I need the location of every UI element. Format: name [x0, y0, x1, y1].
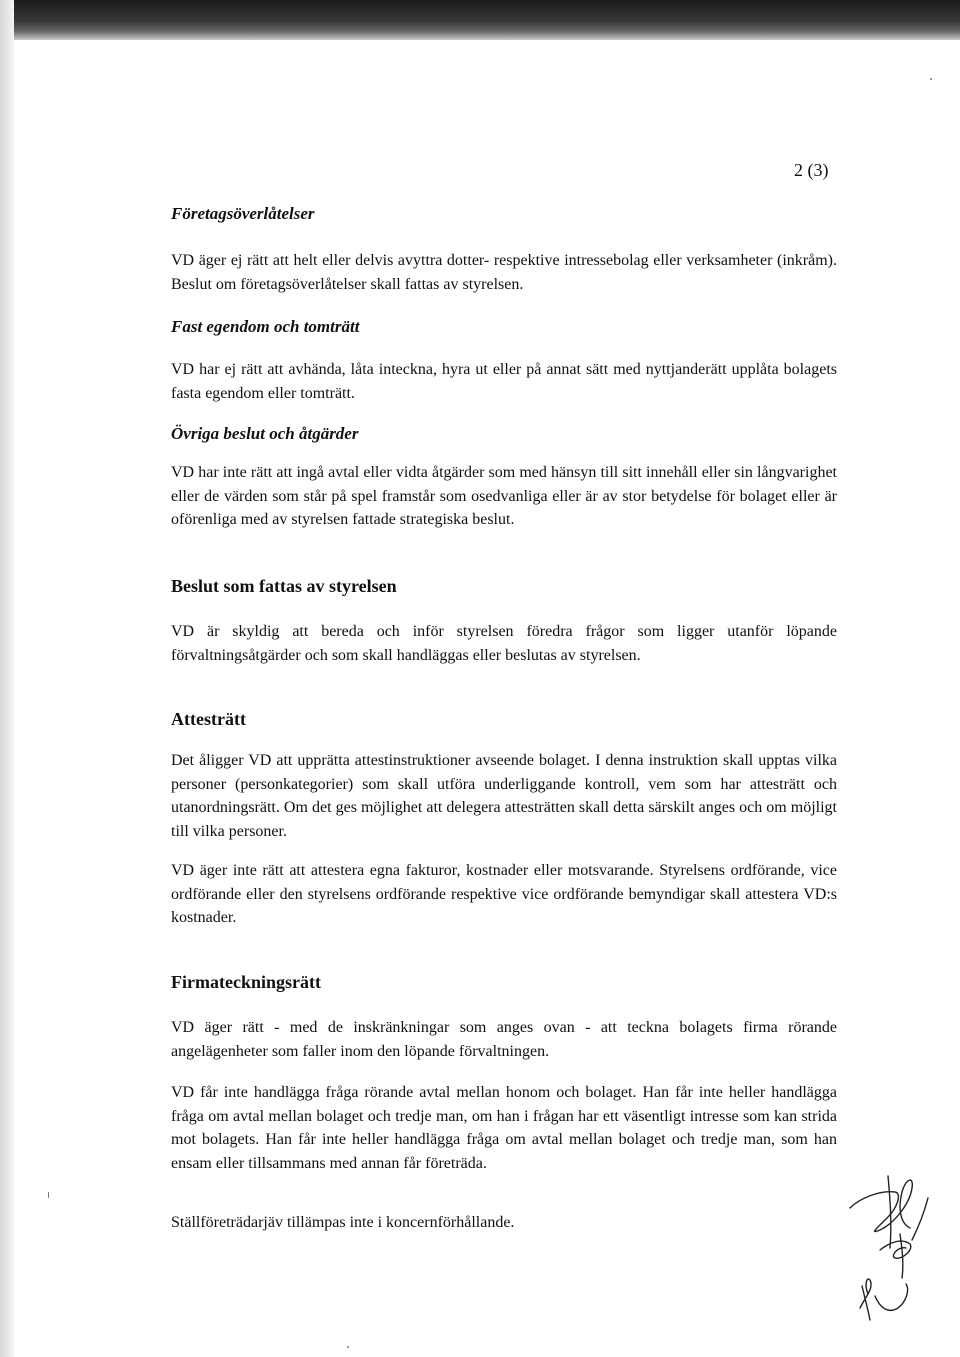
scan-speck [48, 1192, 49, 1198]
scan-top-border [0, 0, 960, 40]
paragraph-fast-egendom: VD har ej rätt att avhända, låta inteckna, hyra ut eller på annat sätt med nyttjanderätt upplåta bolagets fasta egendom eller tomträtt. [171, 361, 837, 402]
heading-attestratt: Attesträtt [171, 709, 246, 729]
heading-ovriga-beslut: Övriga beslut och åtgärder [171, 424, 359, 443]
scan-speck [347, 1346, 349, 1348]
heading-foretagsoverlatelser: Företagsöverlåtelser [171, 204, 315, 223]
handwritten-initials [840, 1168, 950, 1328]
scan-speck [930, 78, 932, 80]
paragraph-attestratt-1: Det åligger VD att upprätta attestinstruktioner avseende bolaget. I denna instruktion skall upptas vilka personer (personkategorier) som skall utföra underliggande kontroll, vem som har attesträtt och utanordningsrätt. Om det ges möjlighet att delegera attesträtten skall detta särskilt anges och om möjligt till vilka personer. [171, 752, 837, 840]
paragraph-firmateckning-3: Ställföreträdarjäv tillämpas inte i koncernförhållande. [171, 1214, 515, 1231]
paragraph-beslut-styrelsen: VD är skyldig att bereda och inför styrelsen föredra frågor som ligger utanför löpande förvaltningsåtgärder och som skall handläggas eller beslutas av styrelsen. [171, 623, 837, 664]
heading-beslut-styrelsen: Beslut som fattas av styrelsen [171, 576, 397, 596]
paragraph-firmateckning-2: VD får inte handlägga fråga rörande avtal mellan honom och bolaget. Han får inte heller handlägga fråga om avtal mellan bolaget och tredje man, om han i frågan har ett väsentligt intresse som kan strida mot bolagets. Han får inte heller handlägga fråga om avtal mellan bolaget och tredje man, som han ensam eller tillsammans med annan får företräda. [171, 1084, 837, 1172]
paragraph-ovriga-beslut: VD har inte rätt att ingå avtal eller vidta åtgärder som med hänsyn till sitt innehåll eller sin långvarighet eller de värden som står på spel framstår som osedvanliga eller är av stor betydelse för bolaget eller är oförenliga med av styrelsen fattade strategiska beslut. [171, 464, 837, 528]
paragraph-attestratt-2: VD äger inte rätt att attestera egna fakturor, kostnader eller motsvarande. Styrelsens ordförande, vice ordförande eller den styrelsens ordförande respektive vice ordförande bemyndigar skall attestera VD:s kostnader. [171, 862, 837, 926]
page-number: 2 (3) [794, 160, 829, 180]
heading-firmateckningsratt: Firmateckningsrätt [171, 972, 321, 992]
scan-left-edge [0, 0, 14, 1357]
paragraph-foretagsoverlatelser: VD äger ej rätt att helt eller delvis avyttra dotter- respektive intressebolag eller verksamheter (inkråm). Beslut om företagsöverlåtelser skall fattas av styrelsen. [171, 252, 837, 293]
heading-fast-egendom: Fast egendom och tomträtt [171, 317, 360, 336]
paragraph-firmateckning-1: VD äger rätt - med de inskränkningar som anges ovan - att teckna bolagets firma rörande angelägenheter som faller inom den löpande förvaltningen. [171, 1019, 837, 1060]
